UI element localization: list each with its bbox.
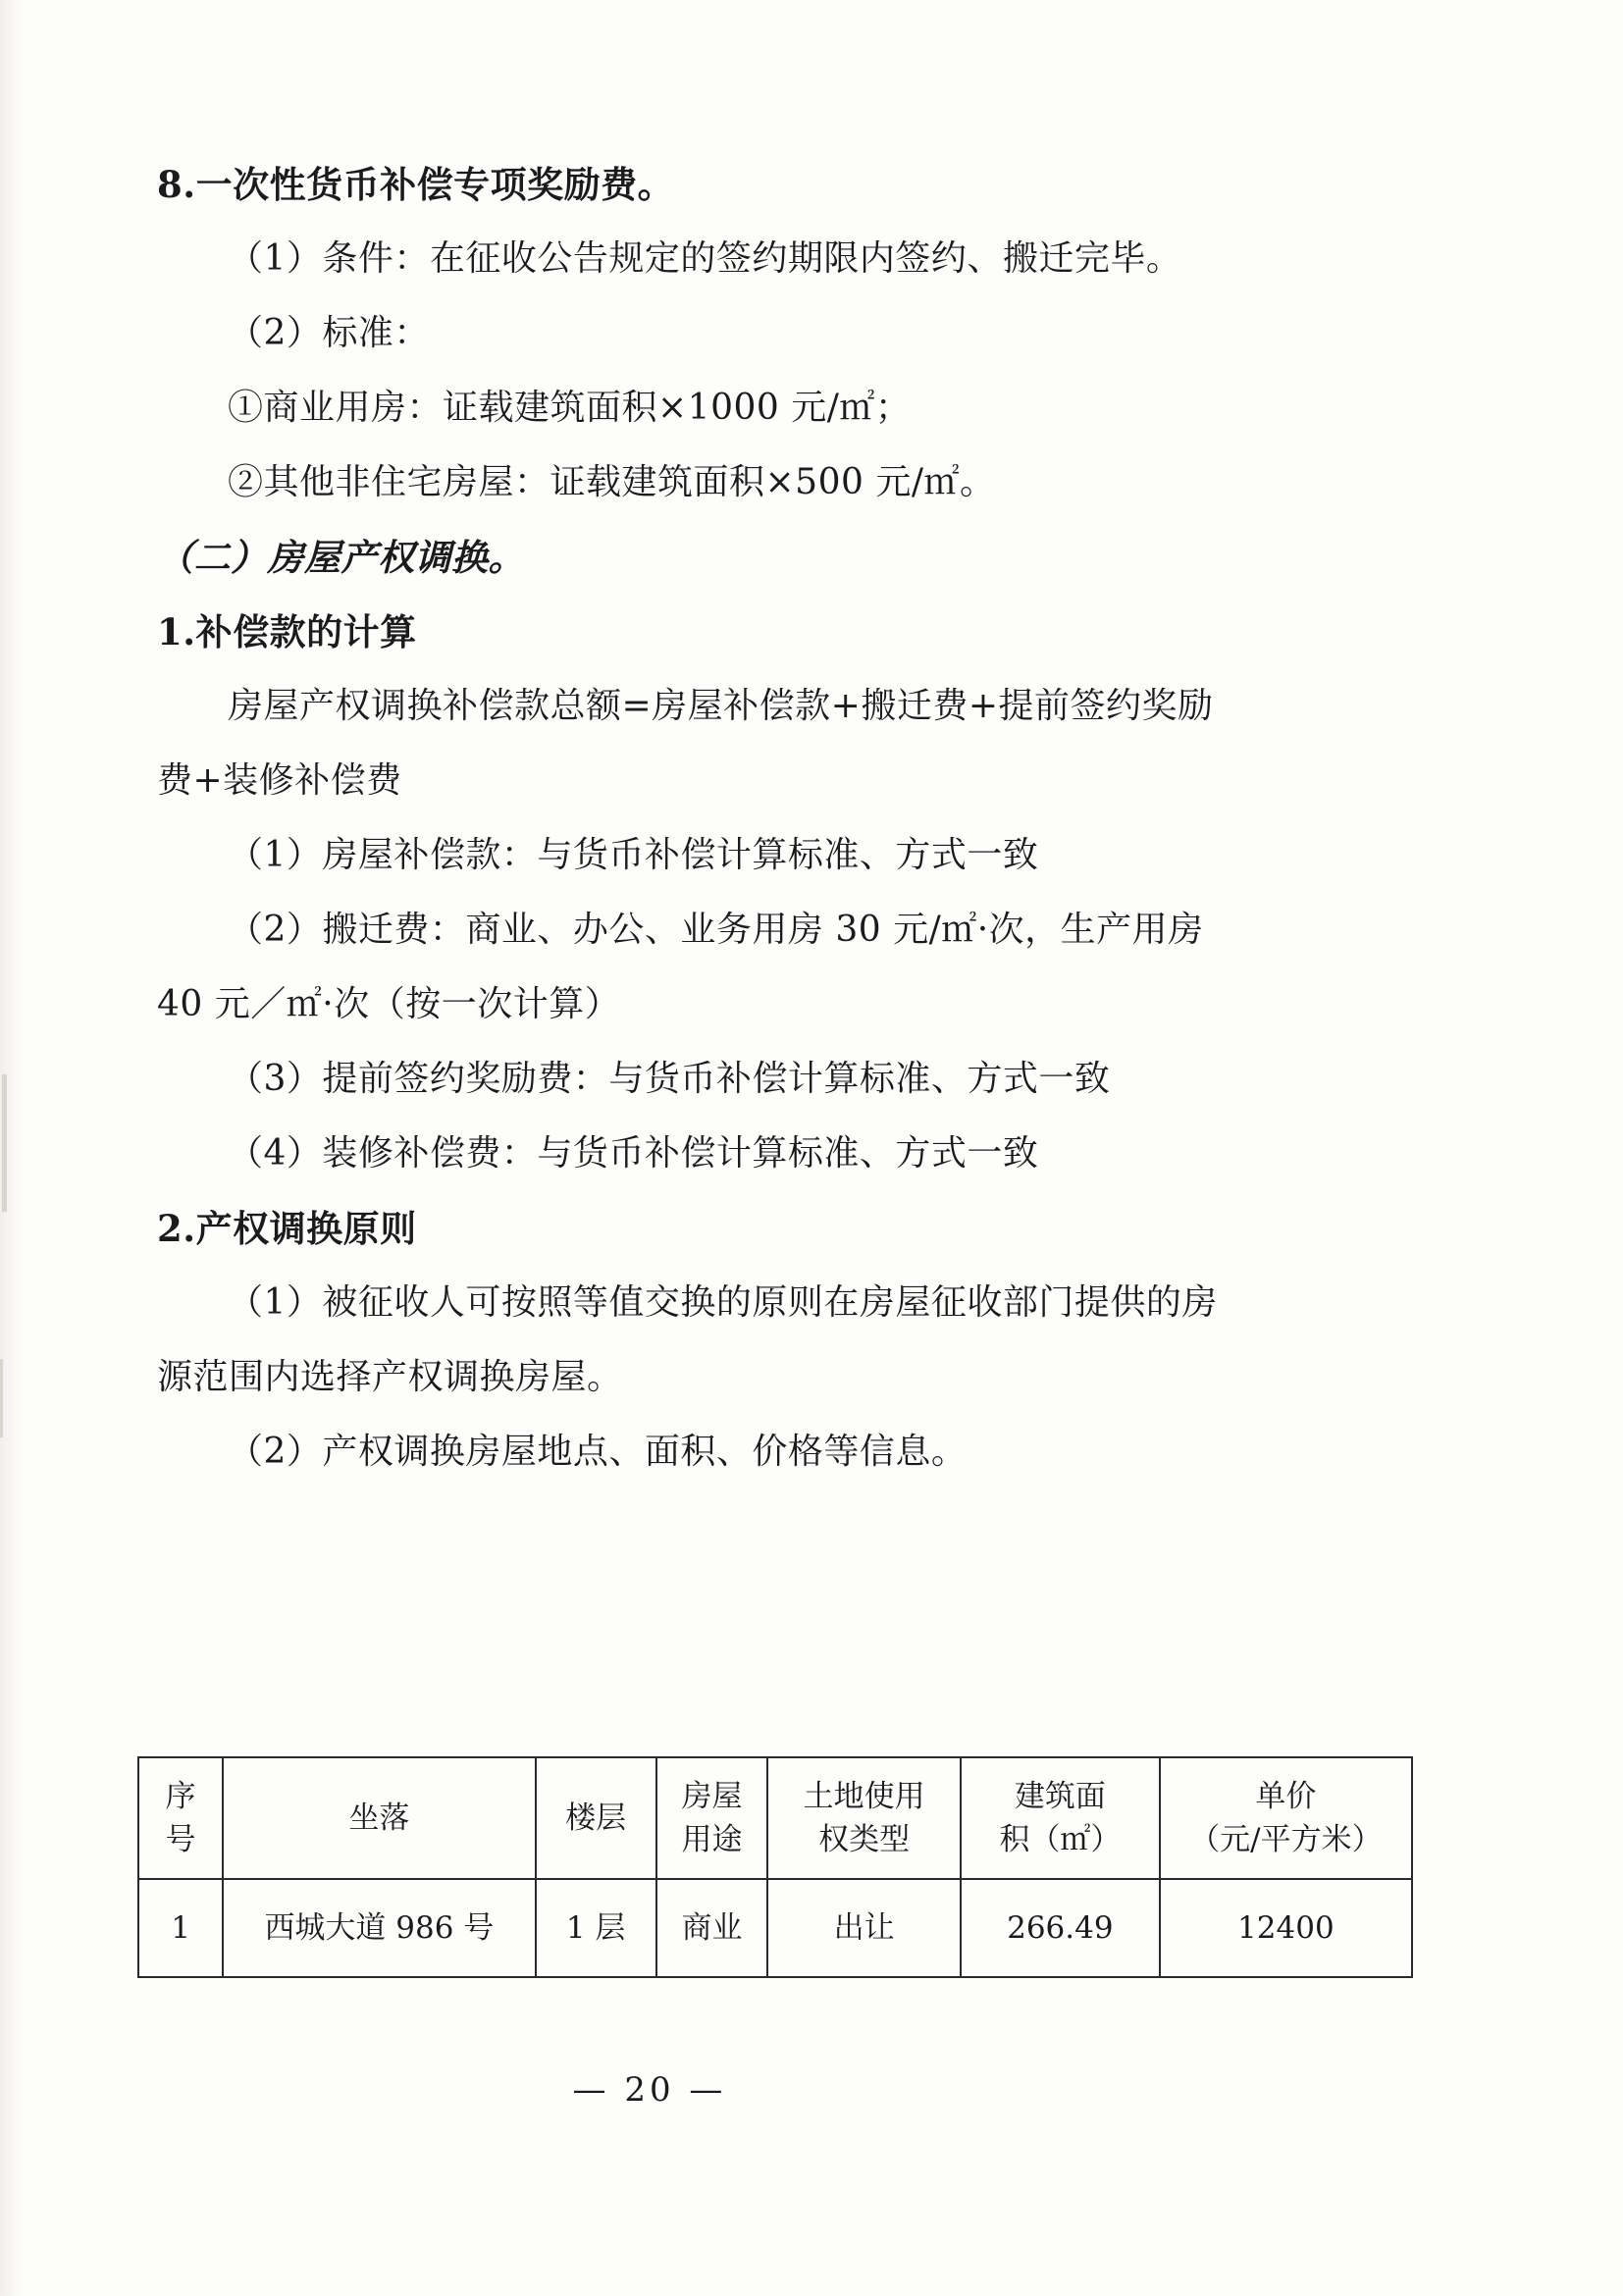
column-header-use-line2: 用途 <box>681 1822 743 1857</box>
paragraph-heading-1-calc: 1.补偿款的计算 <box>157 610 417 653</box>
cell-area: 266.49 <box>961 1879 1160 1977</box>
page-number-label: — 20 — <box>572 2070 727 2110</box>
paragraph-heading-2-principles: 2.产权调换原则 <box>157 1207 417 1250</box>
column-header-location: 坐落 <box>223 1757 536 1879</box>
column-header-floor: 楼层 <box>536 1757 656 1879</box>
column-header-unit-price-line1: 单价 <box>1255 1779 1317 1814</box>
cell-seq: 1 <box>138 1879 223 1977</box>
column-header-unit-price-line2: （元/平方米） <box>1189 1822 1383 1857</box>
column-header-land-type-line1: 土地使用 <box>803 1779 925 1814</box>
paragraph-condition: （1）条件：在征收公告规定的签约期限内签约、搬迁完毕。 <box>228 238 1182 279</box>
column-header-seq-line1: 序 <box>165 1779 196 1814</box>
cell-use: 商业 <box>656 1879 768 1977</box>
column-header-area-line2: 积（㎡） <box>999 1822 1122 1857</box>
page-number <box>0 2070 1623 2110</box>
property-exchange-table <box>137 1756 1413 1978</box>
paragraph-item-1-house-comp: （1）房屋补偿款：与货币补偿计算标准、方式一致 <box>228 835 1039 875</box>
paragraph-standard-other: ②其他非住宅房屋：证载建筑面积×500 元/㎡。 <box>228 462 996 502</box>
paragraph-formula-line-2: 费+装修补偿费 <box>157 760 402 801</box>
paragraph-formula-line-1: 房屋产权调换补偿款总额=房屋补偿款+搬迁费+提前签约奖励 <box>228 686 1214 726</box>
paragraph-heading-8: 8.一次性货币补偿专项奖励费。 <box>157 163 675 206</box>
column-header-seq <box>138 1757 223 1879</box>
table-header-row <box>138 1757 1412 1879</box>
paragraph-standard-label: （2）标准： <box>228 313 430 353</box>
paragraph-heading-section-2: （二）房屋产权调换。 <box>157 536 525 579</box>
column-header-unit-price <box>1160 1757 1412 1879</box>
cell-location: 西城大道 986 号 <box>223 1879 536 1977</box>
paragraph-item-2-moving-fee-line-2: 40 元／㎡·次（按一次计算） <box>157 984 621 1024</box>
column-header-use-line1: 房屋 <box>681 1779 743 1814</box>
paragraph-principle-1-line-1: （1）被征收人可按照等值交换的原则在房屋征收部门提供的房 <box>228 1282 1218 1323</box>
paragraph-item-2-moving-fee-line-1: （2）搬迁费：商业、办公、业务用房 30 元/㎡·次，生产用房 <box>228 910 1204 950</box>
table-row <box>138 1879 1412 1977</box>
paragraph-item-3-early-signing: （3）提前签约奖励费：与货币补偿计算标准、方式一致 <box>228 1059 1111 1099</box>
scan-artifact-mark <box>2 1074 7 1212</box>
column-header-area-line1: 建筑面 <box>1014 1779 1106 1814</box>
paragraph-standard-commercial: ①商业用房：证载建筑面积×1000 元/㎡； <box>228 388 912 428</box>
cell-unit-price: 12400 <box>1160 1879 1412 1977</box>
property-table-container <box>137 1756 1413 1978</box>
cell-land-type: 出让 <box>767 1879 961 1977</box>
table-header <box>138 1757 1412 1879</box>
paragraph-item-4-decoration: （4）装修补偿费：与货币补偿计算标准、方式一致 <box>228 1133 1039 1174</box>
scan-artifact-mark <box>0 1359 3 1437</box>
document-body <box>157 147 1462 1489</box>
column-header-seq-line2: 号 <box>165 1822 196 1857</box>
column-header-use <box>656 1757 768 1879</box>
column-header-area <box>961 1757 1160 1879</box>
column-header-land-type-line2: 权类型 <box>818 1822 911 1857</box>
paragraph-principle-2: （2）产权调换房屋地点、面积、价格等信息。 <box>228 1432 968 1472</box>
cell-floor: 1 层 <box>536 1879 656 1977</box>
table-body <box>138 1879 1412 1977</box>
column-header-land-type <box>767 1757 961 1879</box>
paragraph-principle-1-line-2: 源范围内选择产权调换房屋。 <box>157 1357 623 1397</box>
